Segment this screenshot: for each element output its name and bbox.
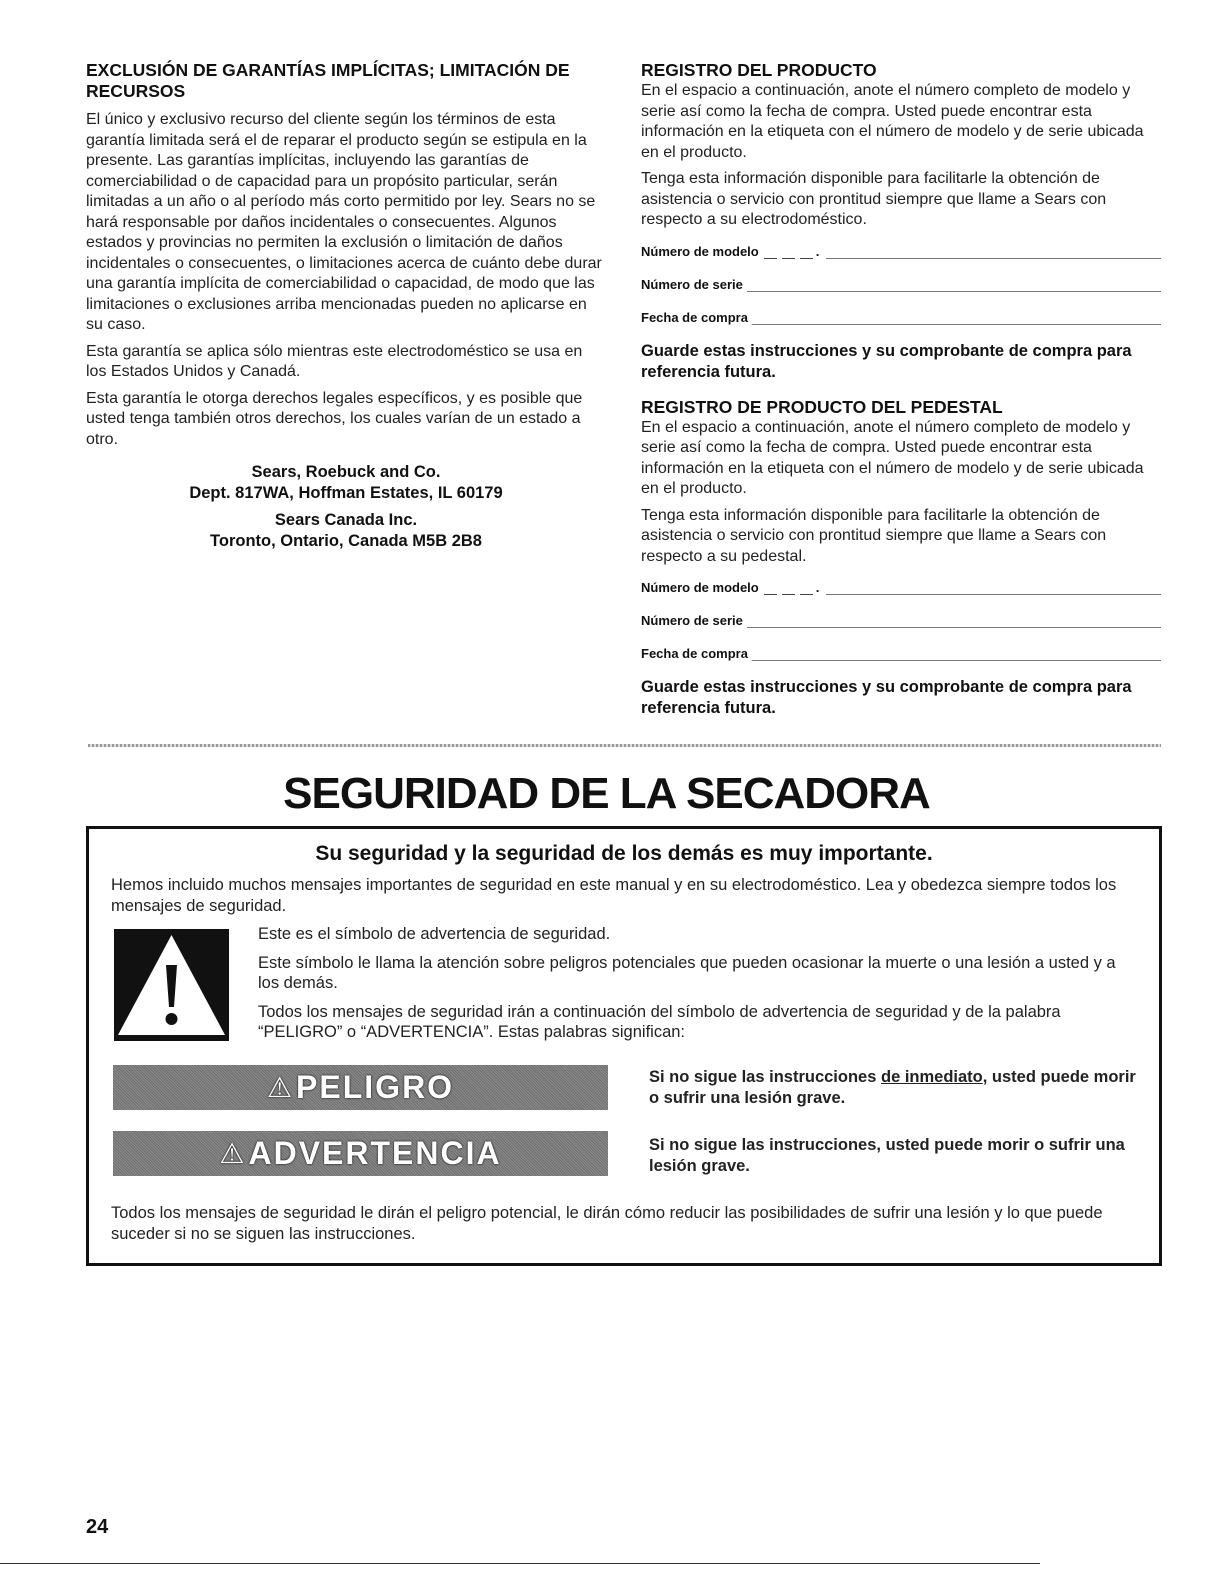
symbol-text: Este es el símbolo de advertencia de seguridad. [258,925,611,943]
warning-label: ADVERTENCIA [248,1135,502,1171]
warning-banner [113,1131,608,1176]
pedestal-purchase-date-field[interactable] [641,641,1161,661]
address-line: Sears, Roebuck and Co. [251,463,441,481]
warning-triangle-icon: ⚠ [219,1138,247,1169]
warning-triangle-icon [114,929,229,1041]
section-divider [88,744,1161,747]
pedestal-serial-number-field[interactable] [641,608,1161,628]
keep-instructions-note: Guarde estas instrucciones y su comprobante de compra para referencia futura. [641,678,1132,717]
field-label: Número de serie [641,276,743,292]
danger-label: PELIGRO [296,1069,455,1105]
registration-paragraph: Tenga esta información disponible para facilitarle la obtención de asistencia o servicio con prontitud siempre que llame a Sears con respecto a su electrodoméstico. [641,170,1107,228]
registration-paragraph: Tenga esta información disponible para facilitarle la obtención de asistencia o servicio con prontitud siempre que llame a Sears con respecto a su pedestal. [641,506,1107,565]
address-line: Sears Canada Inc. [274,511,418,529]
warning-triangle-icon: ⚠ [266,1072,295,1103]
blank-line [752,648,1161,661]
warranty-paragraph: El único y exclusivo recurso del cliente según los términos de esta garantía limitada será el de reparar el producto según se estipula en la presente. Las garantías implícitas, incluyendo las garantías de comerciabilidad o de capacidad para un propósito particular, serán limitadas a un año o al período más corto permitido por ley. Sears no se hará responsable por daños incidentales o consecuentes. Algunos estados y provincias no permiten la exclusión o limitación de daños incidentales o consecuentes, o limitaciones acerca de cuánto debe durar una garantía implícita de comerciabilidad o capacidad, de modo que las limitaciones o exclusiones arriba mencionadas pueden no aplicarse en su caso. [86,111,602,333]
purchase-date-field[interactable] [641,305,1161,325]
field-label: Número de serie [641,613,743,628]
pedestal-model-number-field[interactable]: Número de modelo . [641,575,1161,595]
product-registration-heading: REGISTRO DEL PRODUCTO [641,60,877,80]
warranty-section [86,60,606,552]
blank-line [747,279,1161,292]
registration-paragraph: En el espacio a continuación, anote el número completo de modelo y serie así como la fecha de compra. Usted puede encontrar esta información en la etiqueta con el número de modelo y de serie ubicada en el producto. [641,418,1144,497]
pedestal-registration-heading: REGISTRO DE PRODUCTO DEL PEDESTAL [641,396,1003,417]
warranty-paragraph: Esta garantía le otorga derechos legales específicos, y es posible que usted tenga también otros derechos, los cuales varían de un estado a otro. [86,389,583,448]
blank-line [747,615,1161,628]
symbol-text: Todos los mensajes de seguridad irán a continuación del símbolo de advertencia de seguridad y de la palabra “PELIGRO” o “ADVERTENCIA”. Estas palabras significan: [258,1002,1061,1041]
blank-line [752,312,1161,325]
warning-description: Si no sigue las instrucciones, usted puede morir o sufrir una lesión grave. [649,1136,1125,1175]
serial-number-field[interactable] [641,272,1161,292]
field-label: Fecha de compra [641,646,748,661]
symbol-explanation [258,924,1138,1051]
address-line: Toronto, Ontario, Canada M5B 2B8 [210,532,482,550]
field-label: Número de modelo [641,580,759,595]
registration-paragraph: En el espacio a continuación, anote el número completo de modelo y serie así como la fecha de compra. Usted puede encontrar esta información en la etiqueta con el número de modelo y de serie ubicada en el producto. [641,82,1144,161]
blank-line [826,582,1161,595]
registration-section [641,60,1161,733]
footer-rule [0,1563,1040,1564]
warranty-paragraph: Esta garantía se aplica sólo mientras este electrodoméstico se usa en los Estados Unidos y Canadá. [86,342,583,380]
safety-outro: Todos los mensajes de seguridad le dirán el peligro potencial, le dirán cómo reducir las posibilidades de sufrir una lesión y lo que puede suceder si no se siguen las instrucciones. [111,1204,1103,1243]
page-number: 24 [86,1516,109,1538]
page-title: SEGURIDAD DE LA SECADORA [283,769,930,818]
symbol-text: Este símbolo le llama la atención sobre peligros potenciales que pueden ocasionar la muerte o una lesión a usted y a los demás. [258,953,1116,992]
safety-intro: Hemos incluido muchos mensajes importantes de seguridad en este manual y en su electrodoméstico. Lea y obedezca siempre todos los mensajes de seguridad. [111,876,1117,915]
keep-instructions-note: Guarde estas instrucciones y su comprobante de compra para referencia futura. [641,341,1132,381]
safety-alert-symbol [114,929,229,1041]
address-line: Dept. 817WA, Hoffman Estates, IL 60179 [189,484,503,502]
blank-line [826,246,1161,259]
model-number-field[interactable]: Número de modelo . [641,239,1161,259]
danger-description: Si no sigue las instrucciones de inmediato, usted puede morir o sufrir una lesión grave. [649,1068,1136,1107]
danger-banner [113,1065,608,1110]
field-label: Número de modelo [641,243,759,259]
field-label: Fecha de compra [641,309,748,325]
safety-box [86,826,1162,1266]
warranty-heading: EXCLUSIÓN DE GARANTÍAS IMPLÍCITAS; LIMITACIÓN DE RECURSOS [86,60,570,101]
safety-subtitle: Su seguridad y la seguridad de los demás es muy importante. [315,842,933,865]
